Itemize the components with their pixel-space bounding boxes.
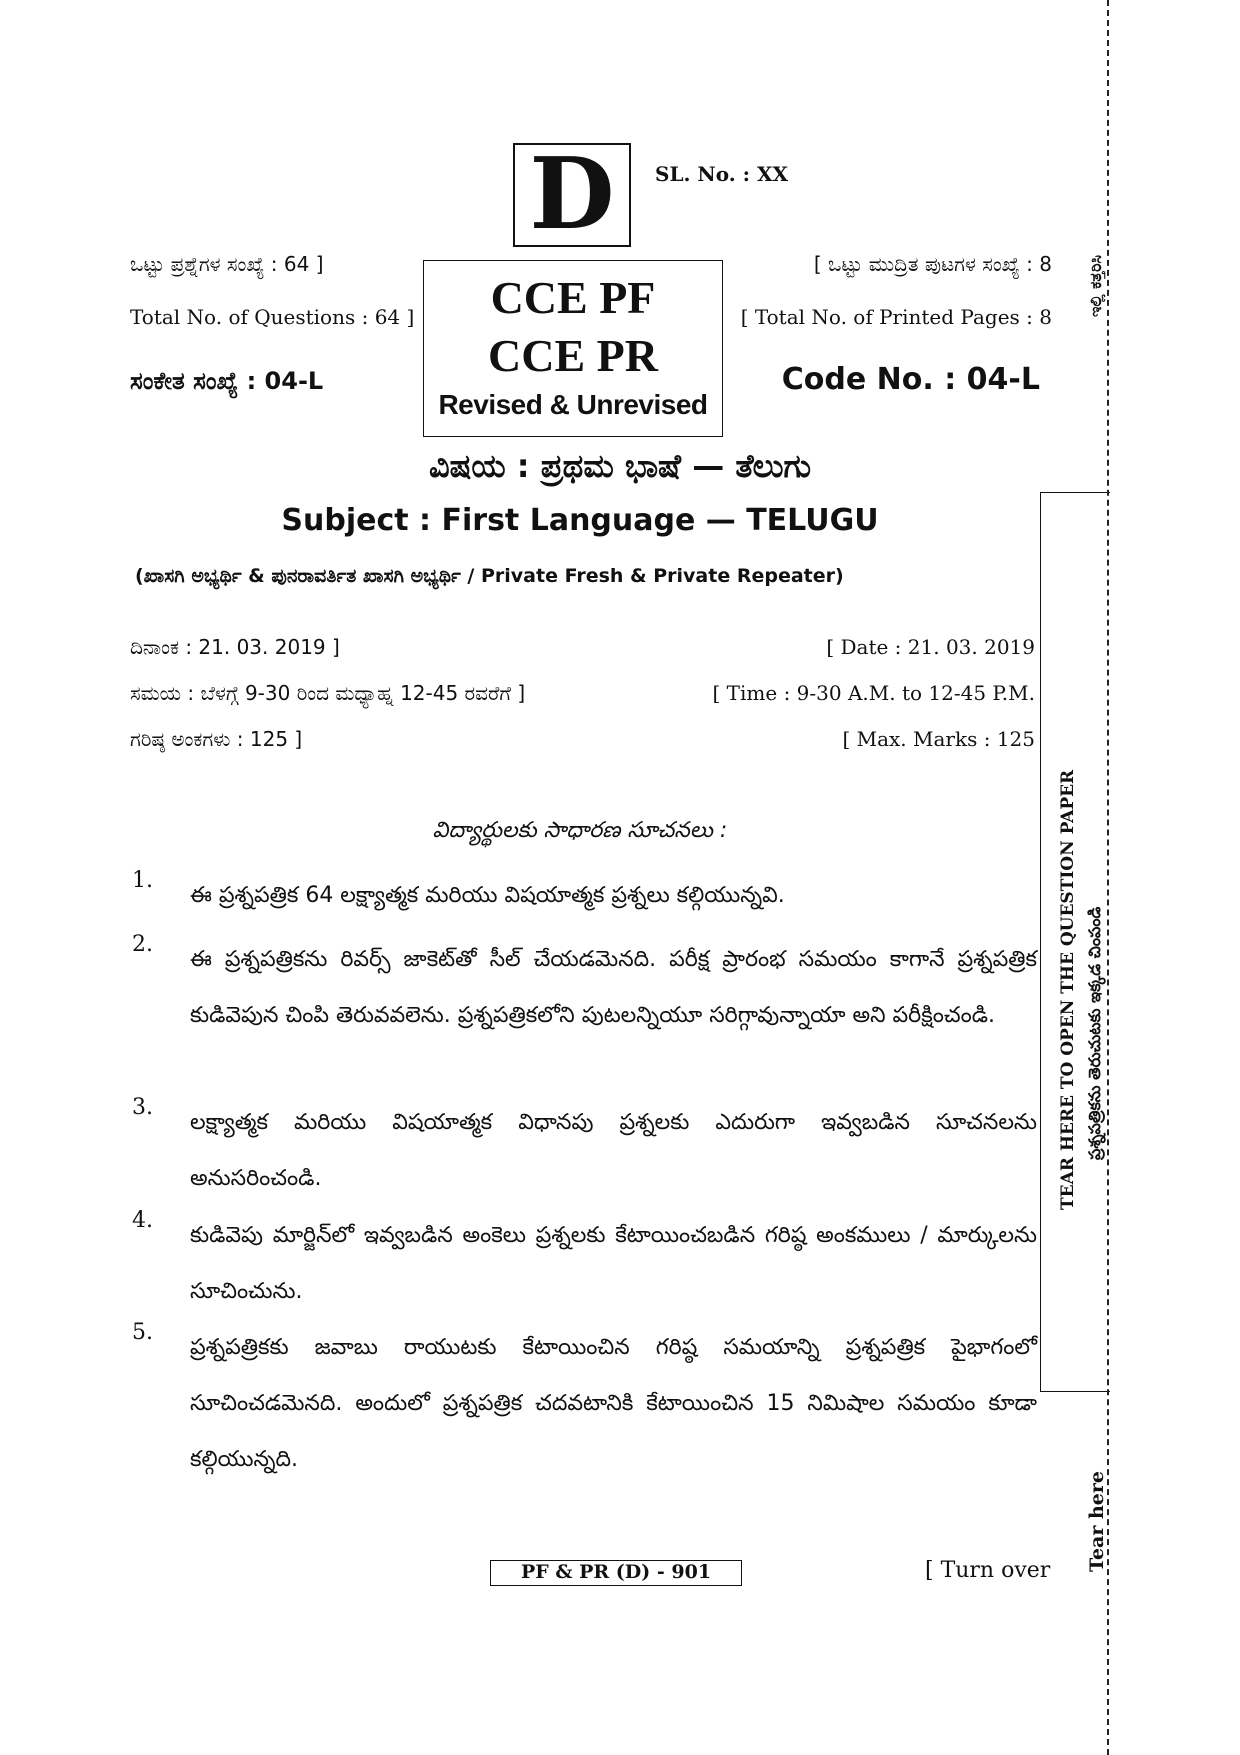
serial-number: SL. No. : XX	[655, 162, 789, 186]
instruction-number: 1.	[132, 868, 153, 893]
instruction-item	[132, 932, 1037, 1044]
time-english: [ Time : 9-30 A.M. to 12-45 P.M.	[712, 681, 1035, 705]
subject-english: Subject : First Language — TELUGU	[281, 503, 879, 538]
instruction-item	[132, 1208, 1037, 1320]
paper-code-footer: PF & PR (D) - 901	[490, 1560, 742, 1586]
instruction-number: 4.	[132, 1208, 153, 1233]
instruction-text: ఈ ప్రశ్నపత్రిక 64 లక్ష్యాత్మక మరియు విషయాత్మక ప్రశ్నలు కల్గియున్నవి.	[190, 883, 785, 908]
exam-type-line-2: CCE PR	[488, 330, 658, 381]
exam-type-line-3: Revised & Unrevised	[438, 389, 708, 420]
tear-instruction-telugu: ప్రశ్నపత్రికను తెరుచుటకు ఇక్కడ చింపండి	[1085, 906, 1104, 1160]
printed-pages-english: [ Total No. of Printed Pages : 8	[740, 305, 1052, 329]
total-questions-english: Total No. of Questions : 64 ]	[130, 305, 415, 329]
printed-pages-kannada: [ ಒಟ್ಟು ಮುದ್ರಿತ ಪುಟಗಳ ಸಂಖ್ಯೆ : 8	[813, 252, 1052, 276]
instruction-text: లక్ష్యాత్మక మరియు విషయాత్మక విధానపు ప్రశ్నలకు ఎదురుగా ఇవ్వబడిన సూచనలను అనుసరించండి.	[190, 1110, 1037, 1191]
code-number-kannada: ಸಂಕೇತ ಸಂಖ್ಯೆ : 04-L	[130, 367, 324, 395]
instruction-text: కుడివెపు మార్జిన్‌లో ఇవ్వబడిన అంకెలు ప్రశ్నలకు కేటాయించబడిన గరిష్ఠ అంకములు / మార్కులను సూచించును.	[190, 1223, 1037, 1304]
date-kannada: ದಿನಾಂಕ : 21. 03. 2019 ]	[130, 635, 340, 659]
cut-here-kannada: ಇಲ್ಲಿ ಕತ್ತರಿಸಿ	[1086, 254, 1105, 317]
version-code-box	[513, 137, 631, 252]
instruction-number: 3.	[132, 1095, 153, 1120]
instruction-number: 5.	[132, 1320, 153, 1345]
date-english: [ Date : 21. 03. 2019	[826, 635, 1035, 659]
code-number-english: Code No. : 04-L	[781, 362, 1040, 397]
candidate-type: (ಖಾಸಗಿ ಅಭ್ಯರ್ಥಿ & ಪುನರಾವರ್ತಿತ ಖಾಸಗಿ ಅಭ್ಯರ್ಥಿ / Private Fresh & Private Repeater)	[135, 565, 844, 587]
instruction-number: 2.	[132, 932, 153, 957]
instruction-text: ప్రశ్నపత్రికకు జవాబు రాయుటకు కేటాయించిన గరిష్ఠ సమయాన్ని ప్రశ్నపత్రిక పైభాగంలో సూచించడమెనది. అందులో ప్రశ్నపత్రిక చదవటానికి కేటాయించిన 15 నిమిషాల సమయం కూడా కల్గియున్నది.	[190, 1335, 1037, 1472]
subject-kannada: ವಿಷಯ : ಪ್ರಥಮ ಭಾಷೆ — ತೆಲುಗು	[428, 447, 811, 485]
turn-over-note: [ Turn over	[925, 1558, 1051, 1583]
tear-here-label: Tear here	[1086, 1471, 1108, 1572]
exam-type-box	[423, 260, 723, 437]
total-questions-kannada: ಒಟ್ಟು ಪ್ರಶ್ನೆಗಳ ಸಂಖ್ಯೆ : 64 ]	[130, 252, 324, 276]
instructions-heading: విద్యార్థులకు సాధారణ సూచనలు :	[432, 818, 728, 843]
tear-instruction-english: TEAR HERE TO OPEN THE QUESTION PAPER	[1058, 769, 1078, 1210]
instruction-item	[132, 868, 1037, 924]
instruction-text: ఈ ప్రశ్నపత్రికను రివర్స్ జాకెట్‌తో సీల్ చేయడమెనది. పరీక్ష ప్రారంభ సమయం కాగానే ప్రశ్నపత్రిక కుడివెపున చింపి తెరువవలెను. ప్రశ్నపత్రికలోని పుటలన్నియూ సరిగ్గావున్నాయా అని పరీక్షించండి.	[190, 947, 1037, 1028]
exam-type-line-1: CCE PF	[490, 272, 656, 323]
time-kannada: ಸಮಯ : ಬೆಳಗ್ಗೆ 9-30 ರಿಂದ ಮಧ್ಯಾಹ್ನ 12-45 ರವರೆಗೆ ]	[130, 681, 526, 705]
max-marks-kannada: ಗರಿಷ್ಠ ಅಂಕಗಳು : 125 ]	[130, 727, 303, 751]
max-marks-english: [ Max. Marks : 125	[842, 727, 1035, 751]
instruction-item	[132, 1320, 1037, 1488]
version-letter: D	[529, 137, 615, 252]
instruction-item	[132, 1095, 1037, 1207]
